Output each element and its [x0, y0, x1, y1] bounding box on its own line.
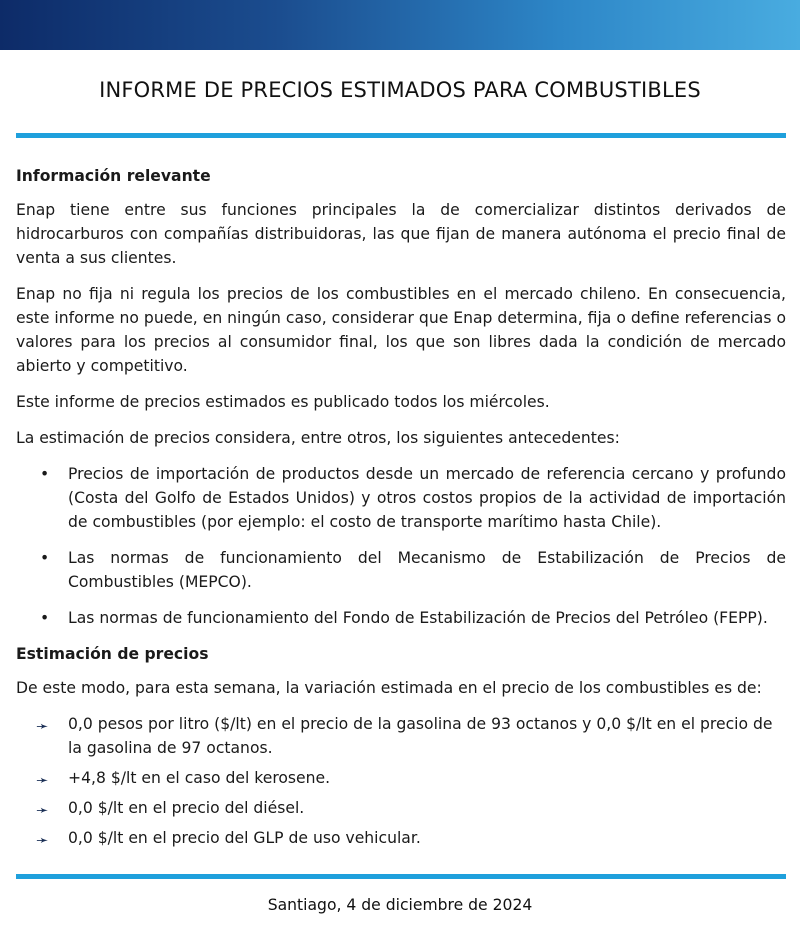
paragraph: Este informe de precios estimados es publicado todos los miércoles.	[16, 393, 550, 411]
bullet-icon: •	[40, 549, 50, 567]
bullet-icon: •	[40, 465, 50, 483]
list-item	[16, 766, 786, 790]
document-title: INFORME DE PRECIOS ESTIMADOS PARA COMBUSTIBLES	[99, 78, 701, 102]
bullet-icon: •	[40, 609, 50, 627]
list-item	[16, 826, 786, 850]
list-item-text: 0,0 $/lt en el precio del GLP de uso vehicular.	[68, 829, 421, 847]
list-item-text: Precios de importación de productos desde un mercado de referencia cercano y profundo (Costa del Golfo de Estados Unidos) y otros costos propios de la actividad de importación de combustibles (por ejemplo: el costo de transporte marítimo hasta Chile).	[68, 465, 786, 531]
paragraph: Enap no fija ni regula los precios de los combustibles en el mercado chileno. En consecuencia, este informe no puede, en ningún caso, considerar que Enap determina, fija o define referencias o valores para los precios al consumidor final, los que son libres dada la condición de mercado abierto y competitivo.	[16, 285, 786, 375]
list-item-text: 0,0 pesos por litro ($/lt) en el precio de la gasolina de 93 octanos y 0,0 $/lt en el precio de la gasolina de 97 octanos.	[68, 715, 773, 757]
estimate-list	[16, 712, 786, 850]
list-item	[16, 462, 786, 534]
list-item	[16, 712, 786, 760]
bottom-divider	[16, 874, 786, 879]
estimate-intro: De este modo, para esta semana, la variación estimada en el precio de los combustibles es de:	[16, 679, 762, 697]
list-item-text: Las normas de funcionamiento del Fondo de Estabilización de Precios del Petróleo (FEPP).	[68, 609, 768, 627]
paragraph: La estimación de precios considera, entre otros, los siguientes antecedentes:	[16, 429, 620, 447]
list-item-text: +4,8 $/lt en el caso del kerosene.	[68, 769, 331, 787]
header-band	[0, 0, 800, 50]
arrow-icon: ➛	[36, 801, 49, 819]
list-item-text: 0,0 $/lt en el precio del diésel.	[68, 799, 305, 817]
antecedentes-list	[16, 462, 786, 630]
arrow-icon: ➛	[36, 831, 49, 849]
footer-date: Santiago, 4 de diciembre de 2024	[267, 896, 533, 914]
list-item	[16, 606, 786, 630]
top-divider	[16, 133, 786, 138]
document-body	[16, 158, 786, 856]
list-item	[16, 546, 786, 594]
list-item	[16, 796, 786, 820]
paragraph: Enap tiene entre sus funciones principales la de comercializar distintos derivados de hidrocarburos con compañías distribuidoras, las que fijan de manera autónoma el precio final de venta a sus clientes.	[16, 201, 786, 267]
arrow-icon: ➛	[36, 771, 49, 789]
list-item-text: Las normas de funcionamiento del Mecanismo de Estabilización de Precios de Combustibles (MEPCO).	[68, 549, 786, 591]
arrow-icon: ➛	[36, 717, 49, 735]
section-heading-info: Información relevante	[16, 167, 211, 185]
section-heading-estimate: Estimación de precios	[16, 645, 209, 663]
